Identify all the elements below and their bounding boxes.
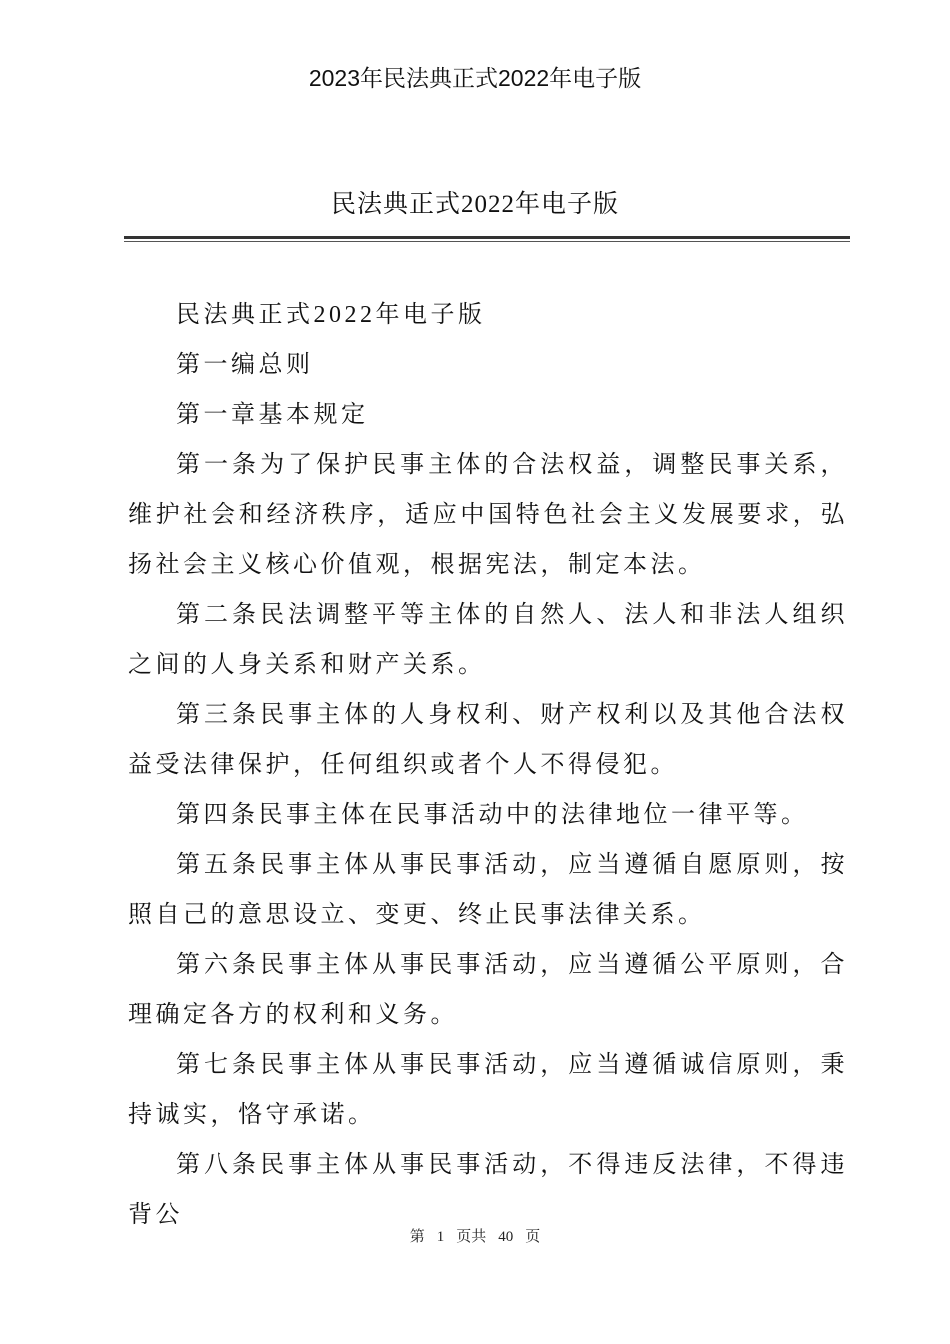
paragraph-article-6: 第六条民事主体从事民事活动，应当遵循公平原则，合理确定各方的权利和义务。 [128,952,848,1028]
page-footer [0,1226,950,1248]
paragraph-chapter-title: 第一章基本规定 [176,402,369,428]
paragraph-article-1: 第一条为了保护民事主体的合法权益，调整民事关系，维护社会和经济秩序，适应中国特色社会主义发展要求，弘扬社会主义核心价值观，根据宪法，制定本法。 [128,452,848,578]
paragraph-article-3: 第三条民事主体的人身权利、财产权利以及其他合法权益受法律保护，任何组织或者个人不得侵犯。 [128,702,848,778]
paragraph-article-4: 第四条民事主体在民事活动中的法律地位一律平等。 [176,802,809,828]
document-body [128,290,848,1240]
footer-page-prefix: 第 [409,1229,425,1245]
footer-page-number: 1 [436,1229,445,1245]
footer-page-middle: 页共 [456,1229,487,1245]
paragraph-article-8: 第八条民事主体从事民事活动，不得违反法律，不得违背公 [128,1152,848,1228]
paragraph-article-5: 第五条民事主体从事民事活动，应当遵循自愿原则，按照自己的意思设立、变更、终止民事法律关系。 [128,852,848,928]
document-header-title: 2023年民法典正式2022年电子版 [308,65,642,91]
document-title: 民法典正式2022年电子版 [330,191,619,218]
title-divider-thin [124,241,850,242]
paragraph-heading: 民法典正式2022年电子版 [176,302,486,328]
paragraph-article-7: 第七条民事主体从事民事活动，应当遵循诚信原则，秉持诚实，恪守承诺。 [128,1052,848,1128]
footer-total-pages: 40 [498,1229,514,1245]
footer-page-suffix: 页 [525,1229,541,1245]
paragraph-part-title: 第一编总则 [176,352,314,378]
title-divider-thick [124,236,850,239]
paragraph-article-2: 第二条民法调整平等主体的自然人、法人和非法人组织之间的人身关系和财产关系。 [128,602,848,678]
